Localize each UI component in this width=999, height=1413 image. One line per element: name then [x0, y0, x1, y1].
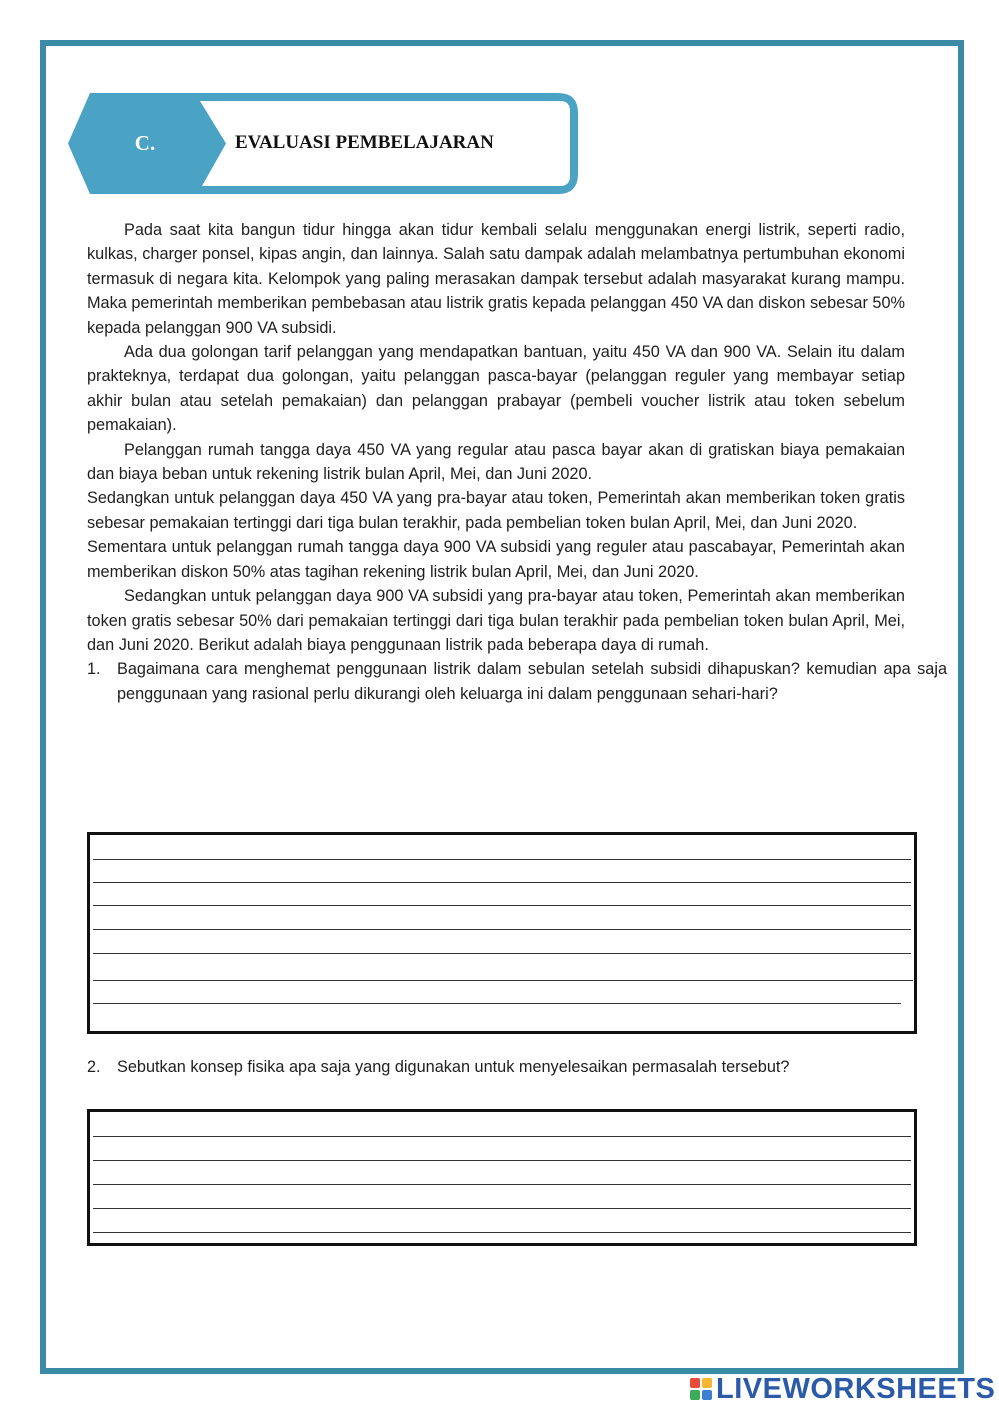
answer-line: [93, 1208, 911, 1209]
paragraph-6: Sedangkan untuk pelanggan daya 900 VA subsidi yang pra-bayar atau token, Pemerintah akan memberikan token gratis sebesar 50% dari pemakaian tertinggi dari tiga bulan terakhir pada pembelian token bulan April, Mei, dan Juni 2020. Berikut adalah biaya penggunaan listrik pada beberapa daya di rumah.: [87, 587, 905, 654]
answer-line: [93, 882, 911, 883]
liveworksheets-logo[interactable]: [690, 1374, 995, 1404]
answer-line: [93, 953, 911, 954]
paragraph-3: Pelanggan rumah tangga daya 450 VA yang regular atau pasca bayar akan di gratiskan biaya pemakaian dan biaya beban untuk rekening listrik bulan April, Mei, dan Juni 2020.: [87, 440, 905, 484]
answer-line: [93, 1003, 901, 1004]
section-title: EVALUASI PEMBELAJARAN: [235, 132, 494, 153]
answer-box-1[interactable]: [87, 832, 917, 1034]
paragraph-2: Ada dua golongan tarif pelanggan yang mendapatkan bantuan, yaitu 450 VA dan 900 VA. Selain itu dalam prakteknya, terdapat dua golongan, yaitu pelanggan pasca-bayar (pelanggan reguler yang membayar setiap akhir bulan atau setelah pemakaian) dan pelanggan prabayar (pembeli voucher listrik atau token sebelum pemakaian).: [87, 343, 905, 435]
question-1-text: Bagaimana cara menghemat penggunaan listrik dalam sebulan setelah subsidi dihapuskan? kemudian apa saja penggunaan yang rasional perlu dikurangi oleh keluarga ini dalam penggunaan sehari-hari?: [117, 660, 947, 703]
section-letter: C.: [134, 131, 156, 155]
answer-line: [93, 929, 911, 930]
answer-line: [93, 1184, 911, 1185]
body-text: [87, 218, 947, 706]
answer-line: [93, 905, 911, 906]
answer-line: [93, 1232, 911, 1233]
answer-line: [93, 859, 911, 860]
answer-line: [93, 980, 913, 981]
answer-line: [93, 1160, 911, 1161]
answer-line: [93, 1136, 911, 1137]
paragraph-4: Sedangkan untuk pelanggan daya 450 VA yang pra-bayar atau token, Pemerintah akan memberikan token gratis sebesar pemakaian tertinggi dari tiga bulan terakhir, pada pembelian token bulan April, Mei, dan Juni 2020.: [87, 489, 905, 532]
paragraph-5: Sementara untuk pelanggan rumah tangga daya 900 VA subsidi yang reguler atau pascabayar, Pemerintah akan memberikan diskon 50% atas tagihan rekening listrik bulan April, Mei, dan Juni 2020.: [87, 538, 905, 581]
question-1: [87, 657, 947, 706]
question-2-number: 2.: [87, 1058, 101, 1076]
logo-mark-icon: [690, 1378, 712, 1400]
question-1-number: 1.: [87, 660, 101, 679]
question-2-text: Sebutkan konsep fisika apa saja yang digunakan untuk menyelesaikan permasalah tersebut?: [117, 1058, 790, 1076]
answer-box-2[interactable]: [87, 1109, 917, 1246]
paragraph-1: Pada saat kita bangun tidur hingga akan tidur kembali selalu menggunakan energi listrik, seperti radio, kulkas, charger ponsel, kipas angin, dan lainnya. Salah satu dampak adalah melambatnya pertumbuhan ekonomi termasuk di negara kita. Kelompok yang paling merasakan dampak tersebut adalah masyarakat kurang mampu. Maka pemerintah memberikan pembebasan atau listrik gratis kepada pelanggan 450 VA dan diskon sebesar 50% kepada pelanggan 900 VA subsidi.: [87, 221, 905, 337]
question-2: [87, 1055, 947, 1079]
logo-text: LIVEWORKSHEETS: [716, 1372, 996, 1405]
